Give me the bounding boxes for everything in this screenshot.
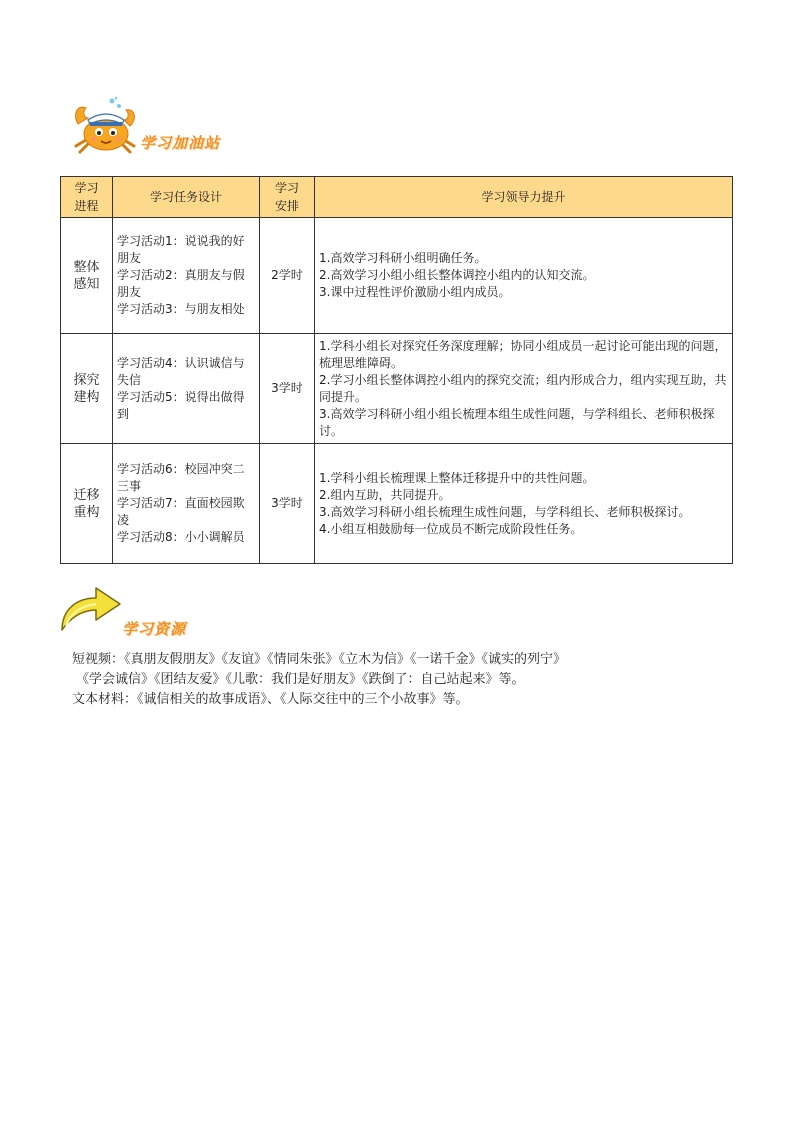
header-hours bbox=[260, 177, 315, 218]
section-title-learning-station: 学习加油站 bbox=[140, 134, 221, 152]
header-stage bbox=[61, 177, 113, 218]
leadership-cell bbox=[315, 218, 733, 334]
resources-line-videos: 短视频：《真朋友假朋友》《友谊》《情同朱张》《立木为信》《一诺千金》《诚实的列宁》 bbox=[72, 652, 567, 667]
activity-item: 学习活动6：校园冲突二三事 bbox=[117, 462, 245, 493]
stage-cell bbox=[61, 334, 113, 444]
leadership-item: 3.高效学习科研小组长梳理生成性问题，与学科组长、老师积极探讨。 bbox=[319, 504, 691, 519]
leadership-item: 3.课中过程性评价激励小组内成员。 bbox=[319, 285, 511, 299]
header-stage-line2: 进程 bbox=[74, 199, 99, 213]
stage-label: 重构 bbox=[73, 504, 100, 520]
header-design: 学习任务设计 bbox=[113, 177, 260, 218]
activity-item: 学习活动5：说得出做得到 bbox=[117, 389, 245, 421]
activities-cell bbox=[113, 218, 260, 334]
hours-cell: 2学时 bbox=[260, 218, 315, 334]
table-row bbox=[61, 334, 733, 444]
activity-item: 学习活动2：真朋友与假朋友 bbox=[117, 268, 245, 299]
leadership-item: 1.学科小组长对探究任务深度理解；协同小组成员一起讨论可能出现的问题，梳理思维障碍。 bbox=[319, 338, 727, 370]
resources-line-texts: 文本材料：《诚信相关的故事成语》、《人际交往中的三个小故事》等。 bbox=[72, 692, 469, 707]
hours-cell: 3学时 bbox=[260, 444, 315, 564]
activity-item: 学习活动1：说说我的好朋友 bbox=[117, 234, 245, 265]
activity-item: 学习活动8：小小调解员 bbox=[117, 530, 245, 544]
stage-label: 感知 bbox=[73, 276, 100, 292]
header-hours-line1: 学习 bbox=[274, 181, 299, 195]
stage-label: 建构 bbox=[73, 389, 100, 405]
resources-text bbox=[72, 650, 752, 710]
leadership-cell bbox=[315, 334, 733, 444]
table-header-row bbox=[61, 177, 733, 218]
table-row bbox=[61, 218, 733, 334]
section-title-resources: 学习资源 bbox=[122, 620, 187, 638]
leadership-cell bbox=[315, 444, 733, 564]
hours-cell: 3学时 bbox=[260, 334, 315, 444]
leadership-item: 2.组内互助，共同提升。 bbox=[319, 487, 451, 502]
activities-cell bbox=[113, 444, 260, 564]
header-stage-line1: 学习 bbox=[74, 181, 99, 195]
header-hours-line2: 安排 bbox=[274, 199, 299, 213]
leadership-item: 2.高效学习小组小组长整体调控小组内的认知交流。 bbox=[319, 268, 595, 282]
activity-item: 学习活动7：直面校园欺凌 bbox=[117, 496, 245, 527]
leadership-item: 3.高效学习科研小组小组长梳理本组生成性问题，与学科组长、老师积极探讨。 bbox=[319, 406, 715, 438]
stage-cell bbox=[61, 218, 113, 334]
crab-mascot-icon bbox=[72, 96, 140, 158]
leadership-item: 2.学习小组长整体调控小组内的探究交流；组内形成合力，组内实现互助，共同提升。 bbox=[319, 372, 727, 404]
leadership-item: 1.学科小组长梳理课上整体迁移提升中的共性问题。 bbox=[319, 470, 595, 485]
leadership-item: 4.小组互相鼓励每一位成员不断完成阶段性任务。 bbox=[319, 521, 583, 536]
activity-item: 学习活动4：认识诚信与失信 bbox=[117, 355, 245, 387]
header-leadership: 学习领导力提升 bbox=[315, 177, 733, 218]
curved-arrow-icon bbox=[56, 584, 126, 636]
learning-plan-table bbox=[60, 176, 733, 564]
stage-label: 探究 bbox=[73, 372, 100, 388]
leadership-item: 1.高效学习科研小组明确任务。 bbox=[319, 251, 487, 265]
stage-label: 整体 bbox=[73, 259, 100, 275]
activity-item: 学习活动3：与朋友相处 bbox=[117, 302, 245, 316]
resources-line-videos-cont: 《学会诚信》《团结友爱》《儿歌：我们是好朋友》《跌倒了：自己站起来》等。 bbox=[76, 672, 525, 687]
stage-cell bbox=[61, 444, 113, 564]
stage-label: 迁移 bbox=[73, 487, 100, 503]
activities-cell bbox=[113, 334, 260, 444]
table-row bbox=[61, 444, 733, 564]
